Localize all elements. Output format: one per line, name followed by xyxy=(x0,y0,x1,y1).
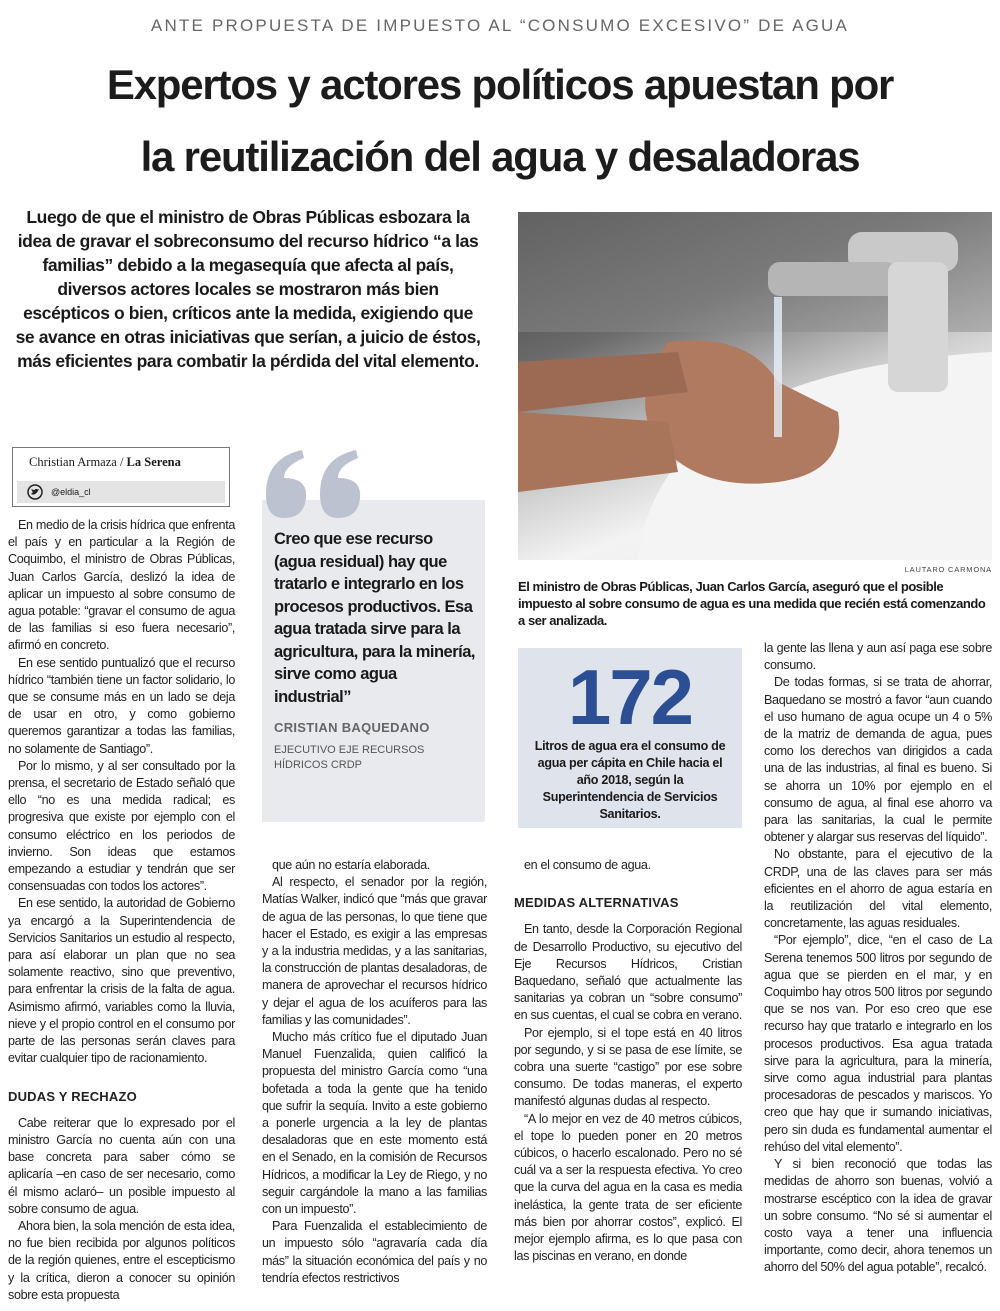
byline-box xyxy=(12,447,230,507)
author-place: La Serena xyxy=(126,455,181,469)
quote-author-role: EJECUTIVO EJE RECURSOS HÍDRICOS CRDP xyxy=(274,744,425,771)
paragraph: Por ejemplo, si el tope está en 40 litros por segundo, y si se pasa de ese límite, se cobra una suerte “castigo” por ese sobre consumo. De todas maneras, el experto manifestó algunas dudas al respecto. xyxy=(514,1025,742,1109)
paragraph: en el consumo de agua. xyxy=(524,858,651,872)
paragraph: Al respecto, el senador por la región, Matías Walker, indicó que “más que gravar de agua de las personas, lo que tiene que hacer el Estado, es exigir a las empresas y a la industria medidas, y a las sanitarias, la construcción de plantas desaladoras, de manera de aprovechar el recursos hídrico y dejar el agua de los acuíferos para las familias y las comunidades”. xyxy=(262,875,487,1027)
paragraph: Cabe reiterar que lo expresado por el ministro García no cuenta aún con una base concreta para saber cómo se aplicaría –en caso de ser necesario, como él mismo aclaró– un posible impuesto al sobre consumo de agua. xyxy=(8,1115,235,1216)
quote-text: Creo que ese recurso (agua residual) hay que tratarlo e integrarlo en los procesos productivos. Esa agua tratada sirve para la agricultura, para la minería, sirve como agua industrial” xyxy=(274,530,475,706)
paragraph: En medio de la crisis hídrica que enfrenta el país y en particular a la Región de Coquimbo, el ministro de Obras Públicas, Juan Carlos García, deslizó la idea de aplicar un impuesto al sobre consumo de agua potable: “gravar el consumo de agua de las familias si eso fuera necesario”, afirmó en concreto. xyxy=(8,518,236,653)
paragraph: “A lo mejor en vez de 40 metros cúbicos, el tope lo pueden poner en 20 metros cúbicos, o hacerlo escalonado. Pero no sé cuál va a ser la respuesta efectiva. Yo creo que la curva del agua en la casa es media inelástica, la gente trata de ser eficiente más bien por ahorrar costos”, explicó. El mejor ejemplo afirma, es lo que pasa con las piscinas en verano, en donde xyxy=(514,1111,742,1264)
paragraph: Ahora bien, la sola mención de esta idea, no fue bien recibida por algunos políticos de la región quienes, entre el escepticismo y la crítica, dieron a conocer su opinión sobre esta propuesta xyxy=(8,1218,235,1302)
faucet-hands-image xyxy=(518,212,992,560)
twitter-icon xyxy=(27,484,43,500)
column-3 xyxy=(514,857,742,1265)
paragraph: No obstante, para el ejecutivo de la CRDP, una de las claves para ser más eficientes en el ahorro de agua estaría en la reutilización del vital elemento, concretamente, las aguas residuales. xyxy=(764,847,992,931)
photo-credit: LAUTARO CARMONA xyxy=(904,565,992,574)
headline-line-1: Expertos y actores políticos apuestan por xyxy=(106,61,894,108)
paragraph: la gente las llena y aun así paga ese sobre consumo. xyxy=(764,641,992,673)
kicker: ANTE PROPUESTA DE IMPUESTO AL “CONSUMO EXCESIVO” DE AGUA xyxy=(150,16,850,35)
article-photo xyxy=(518,212,992,560)
headline-line-2: la reutilización del agua y desaladoras xyxy=(140,133,860,180)
paragraph: De todas formas, si se trata de ahorrar, Baquedano se mostró a favor “aun cuando el uso humano de agua ocupe un 4 o 5% de la matriz de demanda de agua, pues como los derechos van dirigidos a cada una de las industrias, al final es bueno. Si se ahorra un 10% por ejemplo en el consumo de agua, al final ese ahorro va para las sanitarias, la cual le permite obtener y alargar sus reservas del líquido”. xyxy=(764,675,992,845)
author xyxy=(29,455,181,470)
quote-mark-icon xyxy=(262,448,372,520)
paragraph: Y si bien reconoció que todas las medidas de ahorro son buenas, volvió a mostrarse escéptico con la idea de gravar un sobre consumo. “No sé si aumentar el costo vaya a tener una influencia importante, como decir, ahora tenemos un ahorro del 50% del agua potable”, recalcó. xyxy=(764,1157,992,1275)
column-2 xyxy=(262,857,487,1287)
paragraph: En tanto, desde la Corporación Regional de Desarrollo Productivo, su ejecutivo del Eje Recursos Hídricos, Cristian Baquedano, señaló que actualmente las sanitarias ya cobran un “sobre consumo” en sus cuentas, el cual se cobra en verano. xyxy=(514,922,742,1023)
paragraph: En ese sentido puntualizó que el recurso hídrico “también tiene un factor solidario, lo que se consume más en un lado se deja de usar en otro, y como gobierno queremos garantizar a todas las familias, no solamente de Santiago”. xyxy=(8,655,235,756)
twitter-handle xyxy=(17,481,225,503)
author-name: Christian Armaza / xyxy=(29,455,127,469)
intro-lead: Luego de que el ministro de Obras Públicas esbozara la idea de gravar el sobreconsumo del recurso hídrico “a las familias” debido a la megasequía que afecta al país, diversos actores locales se mostraron más bien escépticos o bien, críticos ante la medida, exigiendo que se avance en otras iniciativas que serían, a juicio de éstos, más eficientes para combatir la pérdida del vital elemento. xyxy=(15,207,481,371)
paragraph: En ese sentido, la autoridad de Gobierno ya encargó a la Superintendencia de Servicios Sanitarios un estudio al respecto, para así elaborar un plan que no sea solamente reactivo, sino que preventivo, para enfrentar la crisis de la falta de agua. Asimismo afirmó, variables como la lluvia, nieve y el propio control en el consumo por parte de las personas serán claves para evitar cualquier tipo de racionamiento. xyxy=(8,896,235,1066)
paragraph: que aún no estaría elaborada. xyxy=(272,858,430,872)
column-1 xyxy=(8,517,235,1304)
paragraph: Por lo mismo, y al ser consultado por la prensa, el secretario de Estado señaló que ello “no es una medida radical; es progresiva que existe por ejemplo con el consumo eléctrico en los periodos de invierno. Son ideas que estamos empezando a estudiar y tendrán que ser consensuadas con todos los actores”. xyxy=(8,758,235,894)
quote-author: CRISTIAN BAQUEDANO xyxy=(274,720,430,735)
pull-quote xyxy=(262,500,485,822)
section-heading: DUDAS Y RECHAZO xyxy=(8,1088,137,1104)
stat-box xyxy=(518,648,742,828)
column-4 xyxy=(764,640,992,1277)
twitter-text: @eldia_cl xyxy=(51,487,91,497)
paragraph: “Por ejemplo”, dice, “en el caso de La Serena tenemos 500 litros por segundo de agua que se pierden en el mar, y en Coquimbo hay otros 500 litros por segundo que se nos van. Por eso creo que ese recurso hay que tratarlo e integrarlo en los procesos productivos. Esa agua tratada sirve para la agricultura, para la minería, sirve como agua industrial para plantas procesadoras de pescados y mariscos. Yo creo que hay que ir sumando iniciativas, pero sin duda es fundamental aumentar el rehúso del vital elemento”. xyxy=(764,933,992,1154)
paragraph: Mucho más crítico fue el diputado Juan Manuel Fuenzalida, quien calificó la propuesta del ministro García como “una bofetada a toda la gente que ha tenido que sufrir la sequía. Invito a este gobierno a ponerle urgencia a la ley de plantas desaladoras que en este momento está en el Senado, en la comisión de Recursos Hídricos, a modificar la Ley de Riego, y no seguir cargándole la mano a las familias con un impuesto”. xyxy=(262,1030,487,1217)
photo-caption: El ministro de Obras Públicas, Juan Carlos García, aseguró que el posible impuesto al sobre consumo de agua es una medida que recién está comenzando a ser analizada. xyxy=(518,579,986,628)
paragraph: Para Fuenzalida el establecimiento de un impuesto sólo “agravaría cada día más” la situación económica del país y no tendría efectos restrictivos xyxy=(262,1219,487,1285)
stat-number: 172 xyxy=(567,653,693,741)
stat-description: Litros de agua era el consumo de agua per cápita en Chile hacia el año 2018, según la Superintendencia de Servicios Sanitarios. xyxy=(534,739,726,821)
section-heading: MEDIDAS ALTERNATIVAS xyxy=(514,895,679,911)
